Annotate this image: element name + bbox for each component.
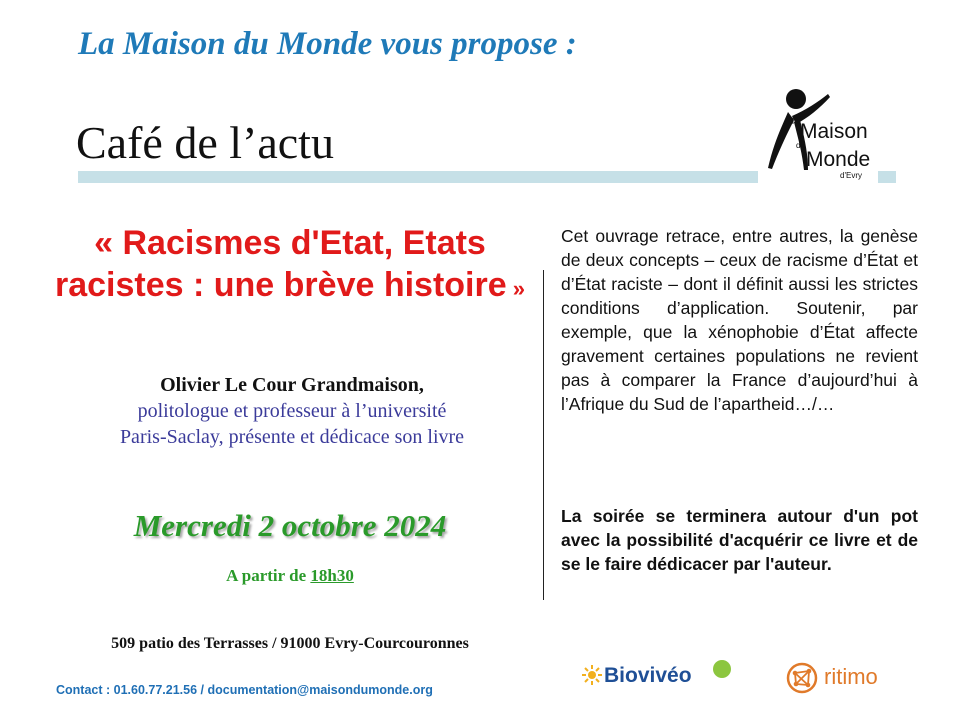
network-icon <box>786 662 818 694</box>
org-intro: La Maison du Monde vous propose : <box>78 26 577 62</box>
logo-text-du: du <box>796 141 805 150</box>
ritimo-logo <box>786 662 906 694</box>
author-name: Olivier Le Cour Grandmaison, <box>160 374 424 396</box>
column-divider <box>543 270 544 600</box>
maison-du-monde-logo <box>758 86 878 184</box>
close-quote: » <box>506 276 525 301</box>
open-quote: « <box>94 224 123 262</box>
figure-icon <box>758 86 878 184</box>
book-title <box>40 222 540 310</box>
venue-address: 509 patio des Terrasses / 91000 Evry-Courcouronnes <box>111 635 469 652</box>
biovive-text: Biovivéo <box>604 664 692 687</box>
author-description-1: politologue et professeur à l’université <box>137 400 447 422</box>
book-summary: Cet ouvrage retrace, entre autres, la genèse de deux concepts – ceux de racisme d’État et d’État raciste – dont il définit aussi les strictes conditions d’application. Soutenir, par exemple, que la xénophobie d’État affecte gravement certaines populations ne revient pas à comparer la France d’aujourd’hui à l’Afrique du Sud de l’apartheid…/… <box>561 226 918 414</box>
logo-text-maison: Maison <box>800 120 868 143</box>
event-time-value: 18h30 <box>310 566 354 585</box>
event-time <box>40 566 540 586</box>
event-date: Mercredi 2 octobre 2024 <box>133 508 447 543</box>
logo-text-monde: Monde <box>806 148 871 171</box>
ritimo-text: ritimo <box>824 664 878 689</box>
biovive-logo <box>582 659 732 695</box>
logo-text-la: la <box>792 116 800 126</box>
contact-info: Contact : 01.60.77.21.56 / documentation@maisondumonde.org <box>56 683 433 697</box>
closing-note: La soirée se terminera autour d'un pot avec la possibilité d'acquérir ce livre et de se le faire dédicacer par l'auteur. <box>561 506 918 574</box>
book-title-text: Racismes d'Etat, Etats racistes : une brève histoire <box>55 224 507 304</box>
author-block <box>32 372 552 450</box>
author-description-2: Paris-Saclay, présente et dédicace son livre <box>119 426 465 448</box>
event-time-prefix: A partir de <box>226 566 311 585</box>
sun-icon <box>582 665 602 685</box>
event-series-title: Café de l’actu <box>76 117 334 168</box>
badge-icon <box>712 659 732 679</box>
logo-text-evry: d'Evry <box>840 171 862 180</box>
